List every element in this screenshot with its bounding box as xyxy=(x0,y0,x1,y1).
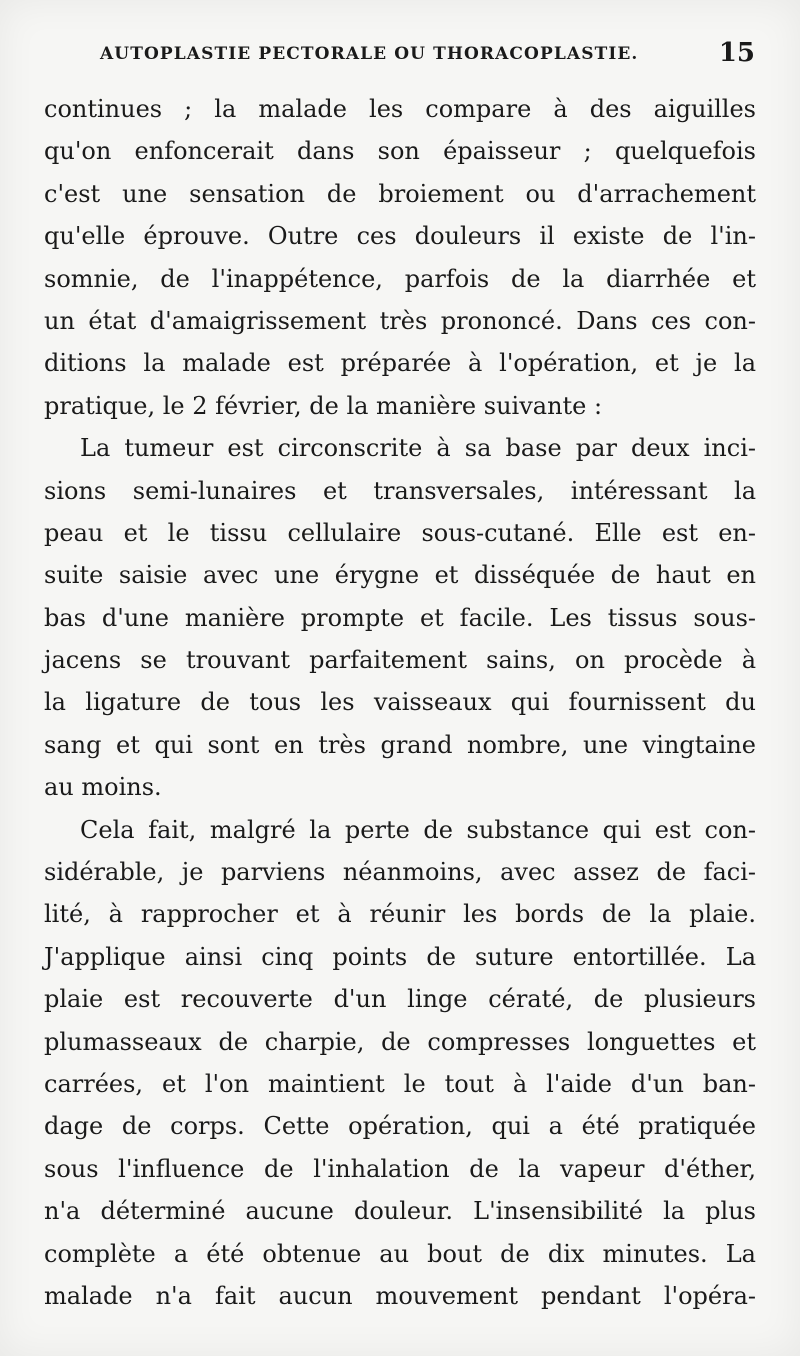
text-line: peau et le tissu cellulaire sous-cutané. Elle est en- xyxy=(44,518,756,547)
text-line: ditions la malade est préparée à l'opération, et je la xyxy=(44,349,756,378)
text-line: Cela fait, malgré la perte de substance qui est con- xyxy=(80,815,756,844)
text-line: J'applique ainsi cinq points de suture entortillée. La xyxy=(44,942,756,971)
text-line: sous l'influence de l'inhalation de la vapeur d'éther, xyxy=(44,1154,756,1183)
text-line: bas d'une manière prompte et facile. Les tissus sous- xyxy=(44,603,756,632)
text-line: lité, à rapprocher et à réunir les bords de la plaie. xyxy=(44,900,756,929)
text-line: carrées, et l'on maintient le tout à l'aide d'un ban- xyxy=(44,1069,756,1098)
text-line: complète a été obtenue au bout de dix minutes. La xyxy=(44,1239,756,1268)
page-number: 15 xyxy=(718,38,755,68)
text-line: sions semi-lunaires et transversales, intéressant la xyxy=(44,476,756,505)
text-line: n'a déterminé aucune douleur. L'insensibilité la plus xyxy=(44,1197,756,1226)
text-line: la ligature de tous les vaisseaux qui fournissent du xyxy=(44,688,756,717)
text-line: continues ; la malade les compare à des aiguilles xyxy=(44,95,756,123)
text-line: un état d'amaigrissement très prononcé. Dans ces con- xyxy=(44,306,756,335)
text-line: c'est une sensation de broiement ou d'arrachement xyxy=(44,179,756,208)
body-text xyxy=(44,88,756,1317)
text-line: plumasseaux de charpie, de compresses longuettes et xyxy=(44,1027,756,1056)
text-line: La tumeur est circonscrite à sa base par deux inci- xyxy=(80,434,756,463)
text-line: sang et qui sont en très grand nombre, une vingtaine xyxy=(44,730,756,759)
text-line: dage de corps. Cette opération, qui a été pratiquée xyxy=(44,1112,756,1141)
text-line: malade n'a fait aucun mouvement pendant l'opéra- xyxy=(44,1281,756,1310)
text-line: somnie, de l'inappétence, parfois de la diarrhée et xyxy=(44,264,756,293)
text-line: pratique, le 2 février, de la manière suivante : xyxy=(44,391,603,420)
text-line: sidérable, je parviens néanmoins, avec assez de faci- xyxy=(44,858,756,887)
running-head: AUTOPLASTIE PECTORALE OU THORACOPLASTIE. xyxy=(100,44,639,64)
text-line: qu'elle éprouve. Outre ces douleurs il existe de l'in- xyxy=(44,222,756,251)
text-line: jacens se trouvant parfaitement sains, on procède à xyxy=(44,646,756,675)
page-header xyxy=(100,38,755,70)
text-line: plaie est recouverte d'un linge cératé, de plusieurs xyxy=(44,985,756,1014)
text-line: au moins. xyxy=(44,773,162,802)
text-line: suite saisie avec une érygne et disséquée de haut en xyxy=(44,561,756,590)
text-line: qu'on enfoncerait dans son épaisseur ; quelquefois xyxy=(44,137,756,166)
